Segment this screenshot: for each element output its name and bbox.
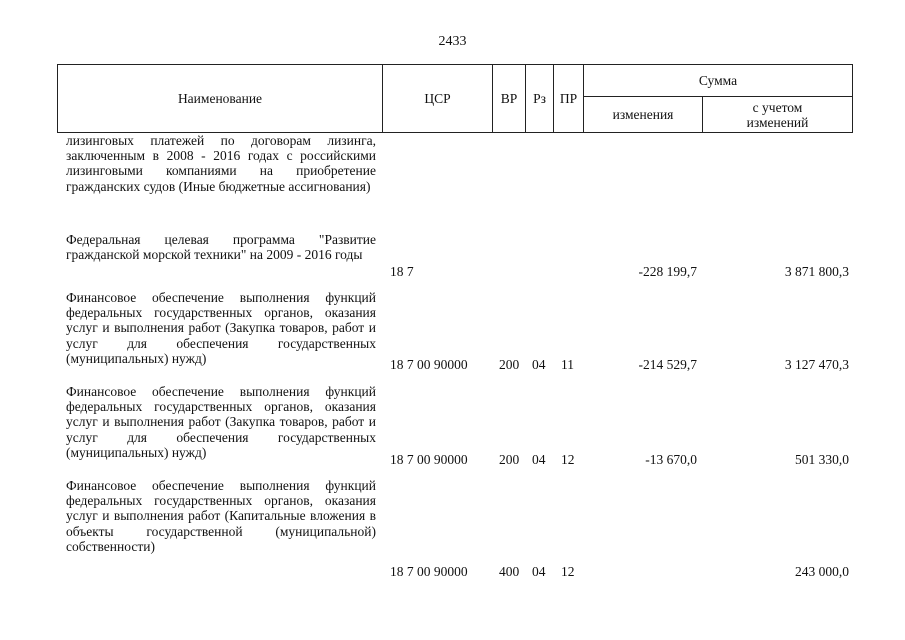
row-total: 501 330,0 — [795, 452, 849, 467]
row-pr: 12 — [561, 452, 575, 467]
row-rz: 04 — [532, 452, 546, 467]
row-name: Финансовое обеспечение выполнения функций федеральных государственных органов, оказания услуг и выполнения работ (Капитальные вложения в объекты государственной (муниципальной) собственности) — [66, 478, 376, 554]
row-csr: 18 7 00 90000 — [390, 564, 468, 579]
row-vr: 200 — [499, 357, 520, 372]
header-vr: ВР — [492, 64, 526, 133]
row-total: 243 000,0 — [795, 564, 849, 579]
row-name: лизинговых платежей по договорам лизинга, заключенным в 2008 - 2016 годах с российскими лизинговыми компаниями на приобретение гражданских судов (Иные бюджетные ассигнования) — [66, 133, 376, 194]
row-vr: 400 — [499, 564, 520, 579]
header-name: Наименование — [57, 64, 383, 133]
row-pr: 11 — [561, 357, 574, 372]
row-pr: 12 — [561, 564, 575, 579]
header-csr: ЦСР — [382, 64, 493, 133]
header-sum: Сумма — [583, 64, 853, 97]
row-change: -228 199,7 — [638, 264, 697, 279]
row-name: Финансовое обеспечение выполнения функций федеральных государственных органов, оказания услуг и выполнения работ (Закупка товаров, работ и услуг для обеспечения государственных (муниципальных) нужд) — [66, 384, 376, 460]
header-pr: ПР — [553, 64, 584, 133]
row-rz: 04 — [532, 564, 546, 579]
header-change: изменения — [583, 96, 703, 133]
row-vr: 200 — [499, 452, 520, 467]
row-csr: 18 7 — [390, 264, 414, 279]
header-with-change: с учетом изменений — [702, 96, 853, 133]
row-csr: 18 7 00 90000 — [390, 357, 468, 372]
page-number: 2433 — [438, 34, 467, 49]
row-total: 3 127 470,3 — [784, 357, 849, 372]
row-rz: 04 — [532, 357, 546, 372]
row-name: Федеральная целевая программа "Развитие гражданской морской техники" на 2009 - 2016 годы — [66, 232, 376, 263]
row-total: 3 871 800,3 — [784, 264, 849, 279]
row-csr: 18 7 00 90000 — [390, 452, 468, 467]
row-name: Финансовое обеспечение выполнения функций федеральных государственных органов, оказания услуг и выполнения работ (Закупка товаров, работ и услуг для обеспечения государственных (муниципальных) нужд) — [66, 290, 376, 366]
row-change: -13 670,0 — [645, 452, 697, 467]
row-change: -214 529,7 — [638, 357, 697, 372]
header-rz: Рз — [525, 64, 554, 133]
